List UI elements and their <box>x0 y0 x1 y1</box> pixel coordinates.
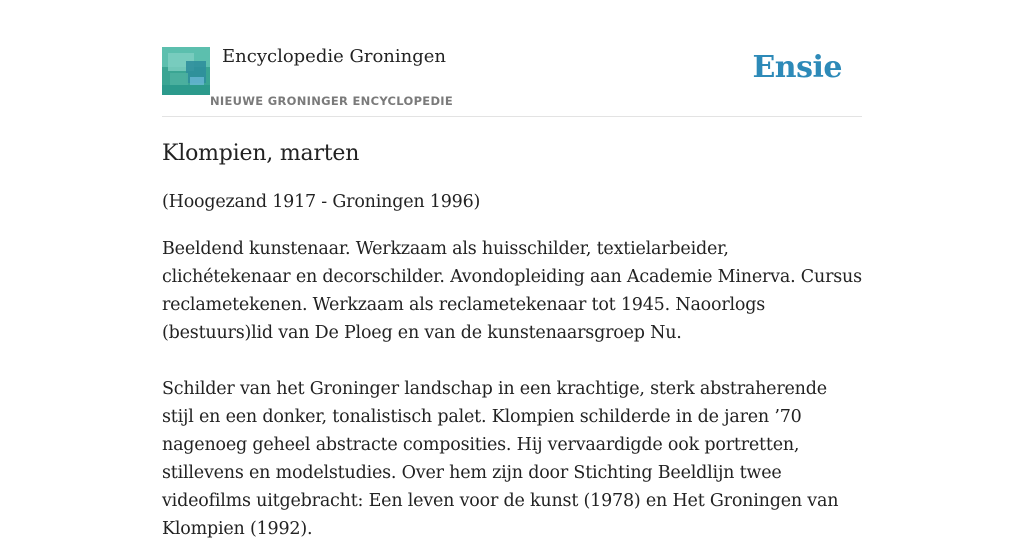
site-header <box>162 0 862 117</box>
avatar-image <box>162 47 210 95</box>
entry-content <box>162 138 862 543</box>
site-title[interactable]: Encyclopedie Groningen <box>222 46 447 67</box>
entry-title: Klompien, marten <box>162 141 360 166</box>
entry-lifespan: (Hoogezand 1917 - Groningen 1996) <box>162 192 481 212</box>
entry-paragraph: Beeldend kunstenaar. Werkzaam als huisschilder, textielarbeider, clichétekenaar en decorschilder. Avondopleiding aan Academie Minerva. Cursus reclametekenen. Werkzaam als reclametekenaar tot 1945. Naoorlogs (bestuurs)lid van De Ploeg en van de kunstenaarsgroep Nu. <box>162 239 862 343</box>
ensie-brand-link[interactable]: Ensie <box>752 50 842 85</box>
encyclopedia-logo-avatar[interactable] <box>162 47 210 95</box>
entry-paragraph: Schilder van het Groninger landschap in een krachtige, sterk abstraherende stijl en een donker, tonalistisch palet. Klompien schilderde in de jaren ’70 nagenoeg geheel abstracte composities. Hij vervaardigde ook portretten, stillevens en modelstudies. Over hem zijn door Stichting Beeldlijn twee videofilms uitgebracht: Een leven voor de kunst (1978) en Het Groningen van Klompien (1992). <box>162 379 839 539</box>
site-subtitle: NIEUWE GRONINGER ENCYCLOPEDIE <box>210 94 454 108</box>
